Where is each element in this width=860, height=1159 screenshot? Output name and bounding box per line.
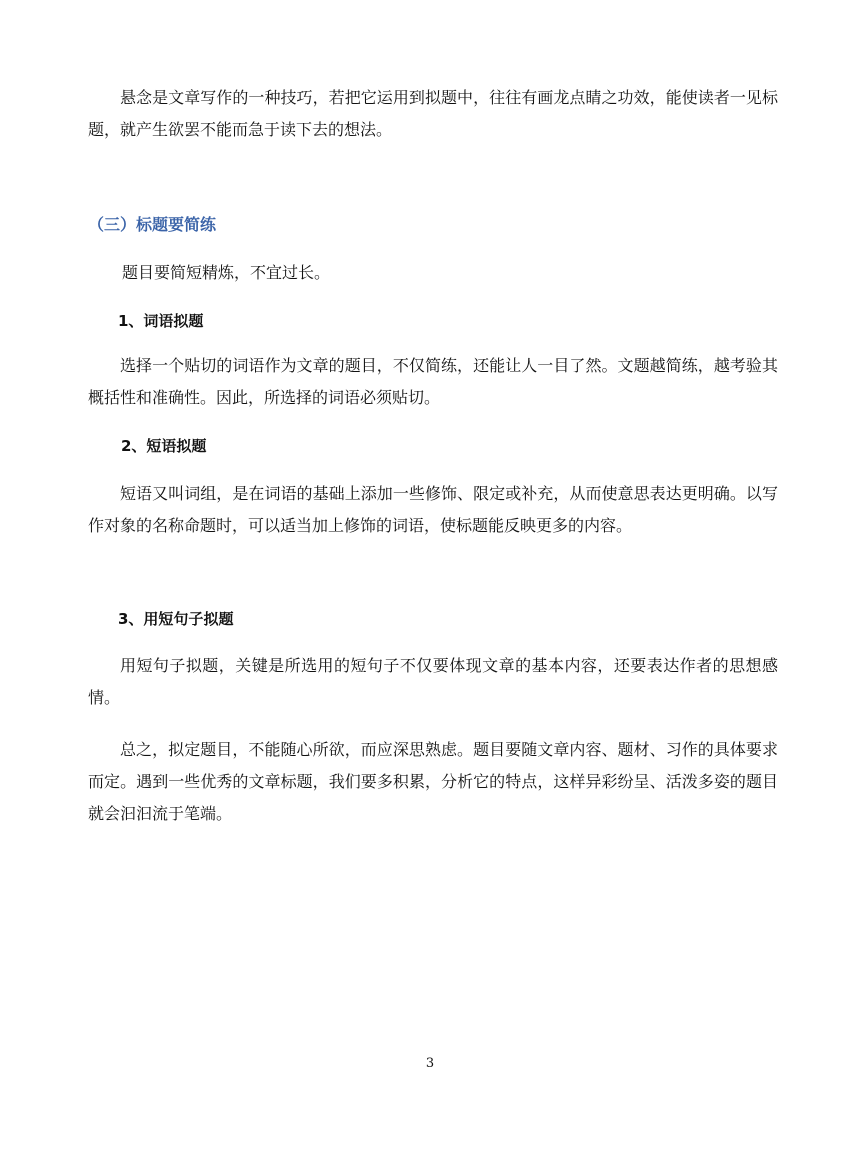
section-heading-concise-title: （三）标题要简练 bbox=[88, 215, 217, 234]
paragraph-section-intro: 题目要简短精炼，不宜过长。 bbox=[122, 263, 331, 282]
subheading-word-title: 1、词语拟题 bbox=[118, 312, 204, 330]
paragraph-conclusion: 总之，拟定题目，不能随心所欲，而应深思熟虑。题目要随文章内容、题材、习作的具体要求而定。遇到一些优秀的文章标题，我们要多积累，分析它的特点，这样异彩纷呈、活泼多姿的题目就会汩汩流于笔端。 bbox=[88, 740, 778, 823]
paragraph-phrase-title: 短语又叫词组，是在词语的基础上添加一些修饰、限定或补充，从而使意思表达更明确。以写作对象的名称命题时，可以适当加上修饰的词语，使标题能反映更多的内容。 bbox=[88, 484, 778, 535]
subheading-phrase-title: 2、短语拟题 bbox=[121, 437, 207, 455]
paragraph-short-sentence-title: 用短句子拟题，关键是所选用的短句子不仅要体现文章的基本内容，还要表达作者的思想感情。 bbox=[88, 656, 778, 707]
subheading-short-sentence-title: 3、用短句子拟题 bbox=[118, 610, 234, 628]
paragraph-word-title: 选择一个贴切的词语作为文章的题目，不仅简练，还能让人一目了然。文题越简练，越考验其概括性和准确性。因此，所选择的词语必须贴切。 bbox=[88, 356, 778, 407]
paragraph-suspense: 悬念是文章写作的一种技巧，若把它运用到拟题中，往往有画龙点睛之功效，能使读者一见标题，就产生欲罢不能而急于读下去的想法。 bbox=[88, 88, 778, 139]
page-number: 3 bbox=[425, 1056, 435, 1071]
